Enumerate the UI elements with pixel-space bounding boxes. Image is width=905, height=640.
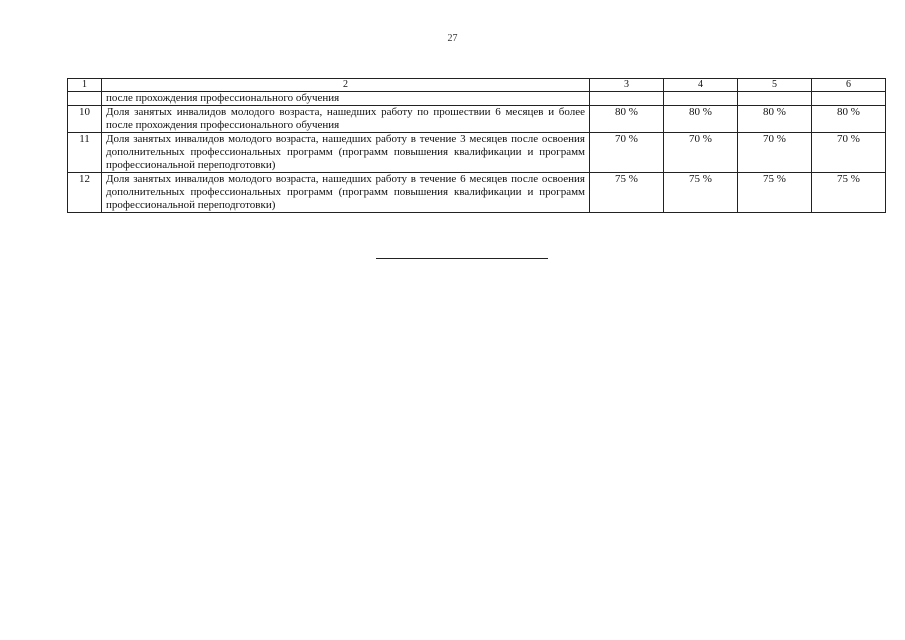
column-header: 3 bbox=[590, 79, 664, 92]
row-value: 80 % bbox=[812, 106, 886, 133]
column-header: 6 bbox=[812, 79, 886, 92]
row-value: 75 % bbox=[738, 173, 812, 213]
row-number: 12 bbox=[68, 173, 102, 213]
table-row bbox=[68, 173, 886, 213]
row-value: 75 % bbox=[812, 173, 886, 213]
row-value: 75 % bbox=[664, 173, 738, 213]
table-header-row bbox=[68, 79, 886, 92]
table-row-continuation bbox=[68, 92, 886, 106]
column-header: 2 bbox=[102, 79, 590, 92]
end-of-document-rule bbox=[376, 258, 548, 259]
row-number: 10 bbox=[68, 106, 102, 133]
page-number: 27 bbox=[447, 33, 458, 44]
row-value: 70 % bbox=[812, 133, 886, 173]
row-description: Доля занятых инвалидов молодого возраста, нашедших работу по прошествии 6 месяцев и более после прохождения профессионального обучения bbox=[102, 106, 590, 133]
row-value bbox=[738, 92, 812, 106]
column-header: 4 bbox=[664, 79, 738, 92]
row-value bbox=[590, 92, 664, 106]
row-value: 75 % bbox=[590, 173, 664, 213]
row-number: 11 bbox=[68, 133, 102, 173]
row-value bbox=[812, 92, 886, 106]
row-value: 80 % bbox=[590, 106, 664, 133]
column-header: 1 bbox=[68, 79, 102, 92]
table-row bbox=[68, 106, 886, 133]
row-description: Доля занятых инвалидов молодого возраста, нашедших работу в течение 6 месяцев после освоения дополнительных профессиональных программ (программ повышения квалификации и программ профессиональной переподготовки) bbox=[102, 173, 590, 213]
row-value: 70 % bbox=[738, 133, 812, 173]
row-value: 80 % bbox=[738, 106, 812, 133]
row-value: 70 % bbox=[590, 133, 664, 173]
row-value: 80 % bbox=[664, 106, 738, 133]
table-row bbox=[68, 133, 886, 173]
row-description: Доля занятых инвалидов молодого возраста, нашедших работу в течение 3 месяцев после освоения дополнительных профессиональных программ (программ повышения квалификации и программ профессиональной переподготовки) bbox=[102, 133, 590, 173]
row-value bbox=[664, 92, 738, 106]
column-header: 5 bbox=[738, 79, 812, 92]
indicators-table bbox=[67, 78, 886, 213]
row-number bbox=[68, 92, 102, 106]
row-value: 70 % bbox=[664, 133, 738, 173]
row-description: после прохождения профессионального обучения bbox=[102, 92, 590, 106]
